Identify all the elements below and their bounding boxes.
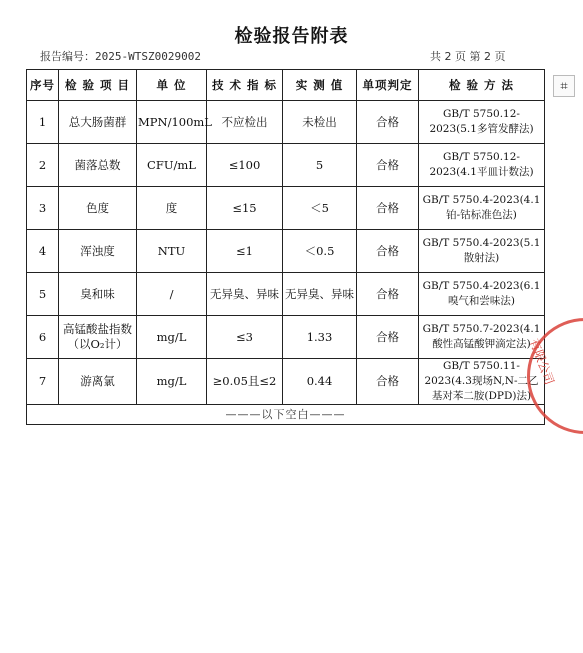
table-header-row [27,70,545,101]
cell-method: GB/T 5750.12-2023(5.1多管发酵法) [419,101,545,144]
col-header-measured: 实 测 值 [283,70,357,101]
cell-no: 2 [27,144,59,187]
cell-item: 色度 [59,187,137,230]
cell-no: 1 [27,101,59,144]
table-row [27,101,545,144]
cell-item: 高锰酸盐指数（以O₂计） [59,316,137,359]
cell-method: GB/T 5750.11-2023(4.3现场N,N-二乙基对苯二胺(DPD)法) [419,359,545,405]
cell-spec: 不应检出 [207,101,283,144]
cell-unit: NTU [137,230,207,273]
cell-measured: 0.44 [283,359,357,405]
cell-no: 5 [27,273,59,316]
cell-verdict: 合格 [357,230,419,273]
table-row [27,144,545,187]
cell-measured: ＜5 [283,187,357,230]
cell-method: GB/T 5750.4-2023(6.1嗅气和尝味法) [419,273,545,316]
col-header-no: 序号 [27,70,59,101]
table-row [27,230,545,273]
col-header-spec: 技 术 指 标 [207,70,283,101]
table-row [27,273,545,316]
cell-unit: 度 [137,187,207,230]
cell-measured: 无异臭、异味 [283,273,357,316]
table-row [27,359,545,405]
cell-spec: ≤1 [207,230,283,273]
cell-item: 菌落总数 [59,144,137,187]
cell-item: 游离氯 [59,359,137,405]
table-row [27,187,545,230]
cell-item: 总大肠菌群 [59,101,137,144]
cell-method: GB/T 5750.4-2023(4.1铂-钴标准色法) [419,187,545,230]
cell-spec: 无异臭、异味 [207,273,283,316]
cell-verdict: 合格 [357,101,419,144]
cell-spec: ≤15 [207,187,283,230]
cell-method: GB/T 5750.4-2023(5.1散射法) [419,230,545,273]
cell-measured: 5 [283,144,357,187]
cell-no: 6 [27,316,59,359]
qr-scan-icon[interactable]: ⌗ [553,75,575,97]
cell-verdict: 合格 [357,316,419,359]
cell-measured: ＜0.5 [283,230,357,273]
cell-unit: CFU/mL [137,144,207,187]
cell-unit: mg/L [137,359,207,405]
cell-no: 7 [27,359,59,405]
cell-no: 4 [27,230,59,273]
page-indicator: 共 2 页 第 2 页 [430,50,506,63]
cell-unit: / [137,273,207,316]
col-header-verdict: 单项判定 [357,70,419,101]
report-title: 检验报告附表 [234,26,349,47]
cell-measured: 1.33 [283,316,357,359]
cell-unit: mg/L [137,316,207,359]
table-footer-row [27,405,545,425]
cell-verdict: 合格 [357,187,419,230]
col-header-unit: 单 位 [137,70,207,101]
cell-no: 3 [27,187,59,230]
inspection-table [26,69,545,425]
report-number: 报告编号：2025-WTSZ0029002 [40,50,201,63]
cell-item: 臭和味 [59,273,137,316]
cell-measured: 未检出 [283,101,357,144]
cell-item: 浑浊度 [59,230,137,273]
blank-below-note: ———以下空白——— [27,405,545,425]
cell-spec: ≤3 [207,316,283,359]
col-header-method: 检 验 方 法 [419,70,545,101]
cell-method: GB/T 5750.12-2023(4.1平皿计数法) [419,144,545,187]
official-seal-text: 有限公司 [526,336,557,387]
cell-spec: ≤100 [207,144,283,187]
cell-verdict: 合格 [357,273,419,316]
cell-method: GB/T 5750.7-2023(4.1酸性高锰酸钾滴定法) [419,316,545,359]
cell-verdict: 合格 [357,359,419,405]
col-header-item: 检 验 项 目 [59,70,137,101]
cell-spec: ≥0.05且≤2 [207,359,283,405]
table-row [27,316,545,359]
cell-unit: MPN/100mL [137,101,207,144]
cell-verdict: 合格 [357,144,419,187]
